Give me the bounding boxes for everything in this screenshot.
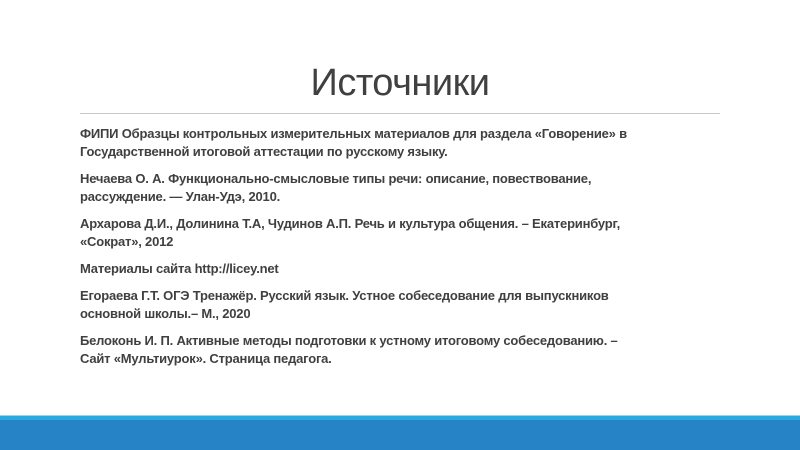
slide-title: Источники — [310, 62, 490, 104]
reference-line: Архарова Д.И., Долинина Т.А, Чудинов А.П. Речь и культура общения. – Екатеринбург, — [80, 216, 620, 231]
reference-line: «Сократ», 2012 — [80, 234, 174, 249]
footer-bar — [0, 420, 800, 450]
reference-line: Нечаева О. А. Функционально-смысловые типы речи: описание, повествование, — [80, 171, 592, 186]
reference-line: основной школы.– М., 2020 — [80, 306, 251, 321]
title-divider — [80, 113, 720, 114]
reference-item — [80, 287, 730, 323]
reference-item — [80, 215, 730, 251]
reference-item — [80, 260, 730, 278]
reference-item — [80, 125, 730, 161]
reference-line: рассуждение. — Улан-Удэ, 2010. — [80, 189, 281, 204]
reference-line: ФИПИ Образцы контрольных измерительных материалов для раздела «Говорение» в — [80, 126, 627, 141]
reference-line: Материалы сайта http://licey.net — [80, 261, 279, 276]
reference-item — [80, 332, 730, 368]
reference-list — [80, 125, 730, 377]
reference-line: Егораева Г.Т. ОГЭ Тренажёр. Русский язык. Устное собеседование для выпускников — [80, 288, 609, 303]
reference-line: Белоконь И. П. Активные методы подготовки к устному итоговому собеседованию. – — [80, 333, 618, 348]
reference-line: Сайт «Мультиурок». Страница педагога. — [80, 351, 332, 366]
reference-item — [80, 170, 730, 206]
reference-line: Государственной итоговой аттестации по русскому языку. — [80, 144, 448, 159]
